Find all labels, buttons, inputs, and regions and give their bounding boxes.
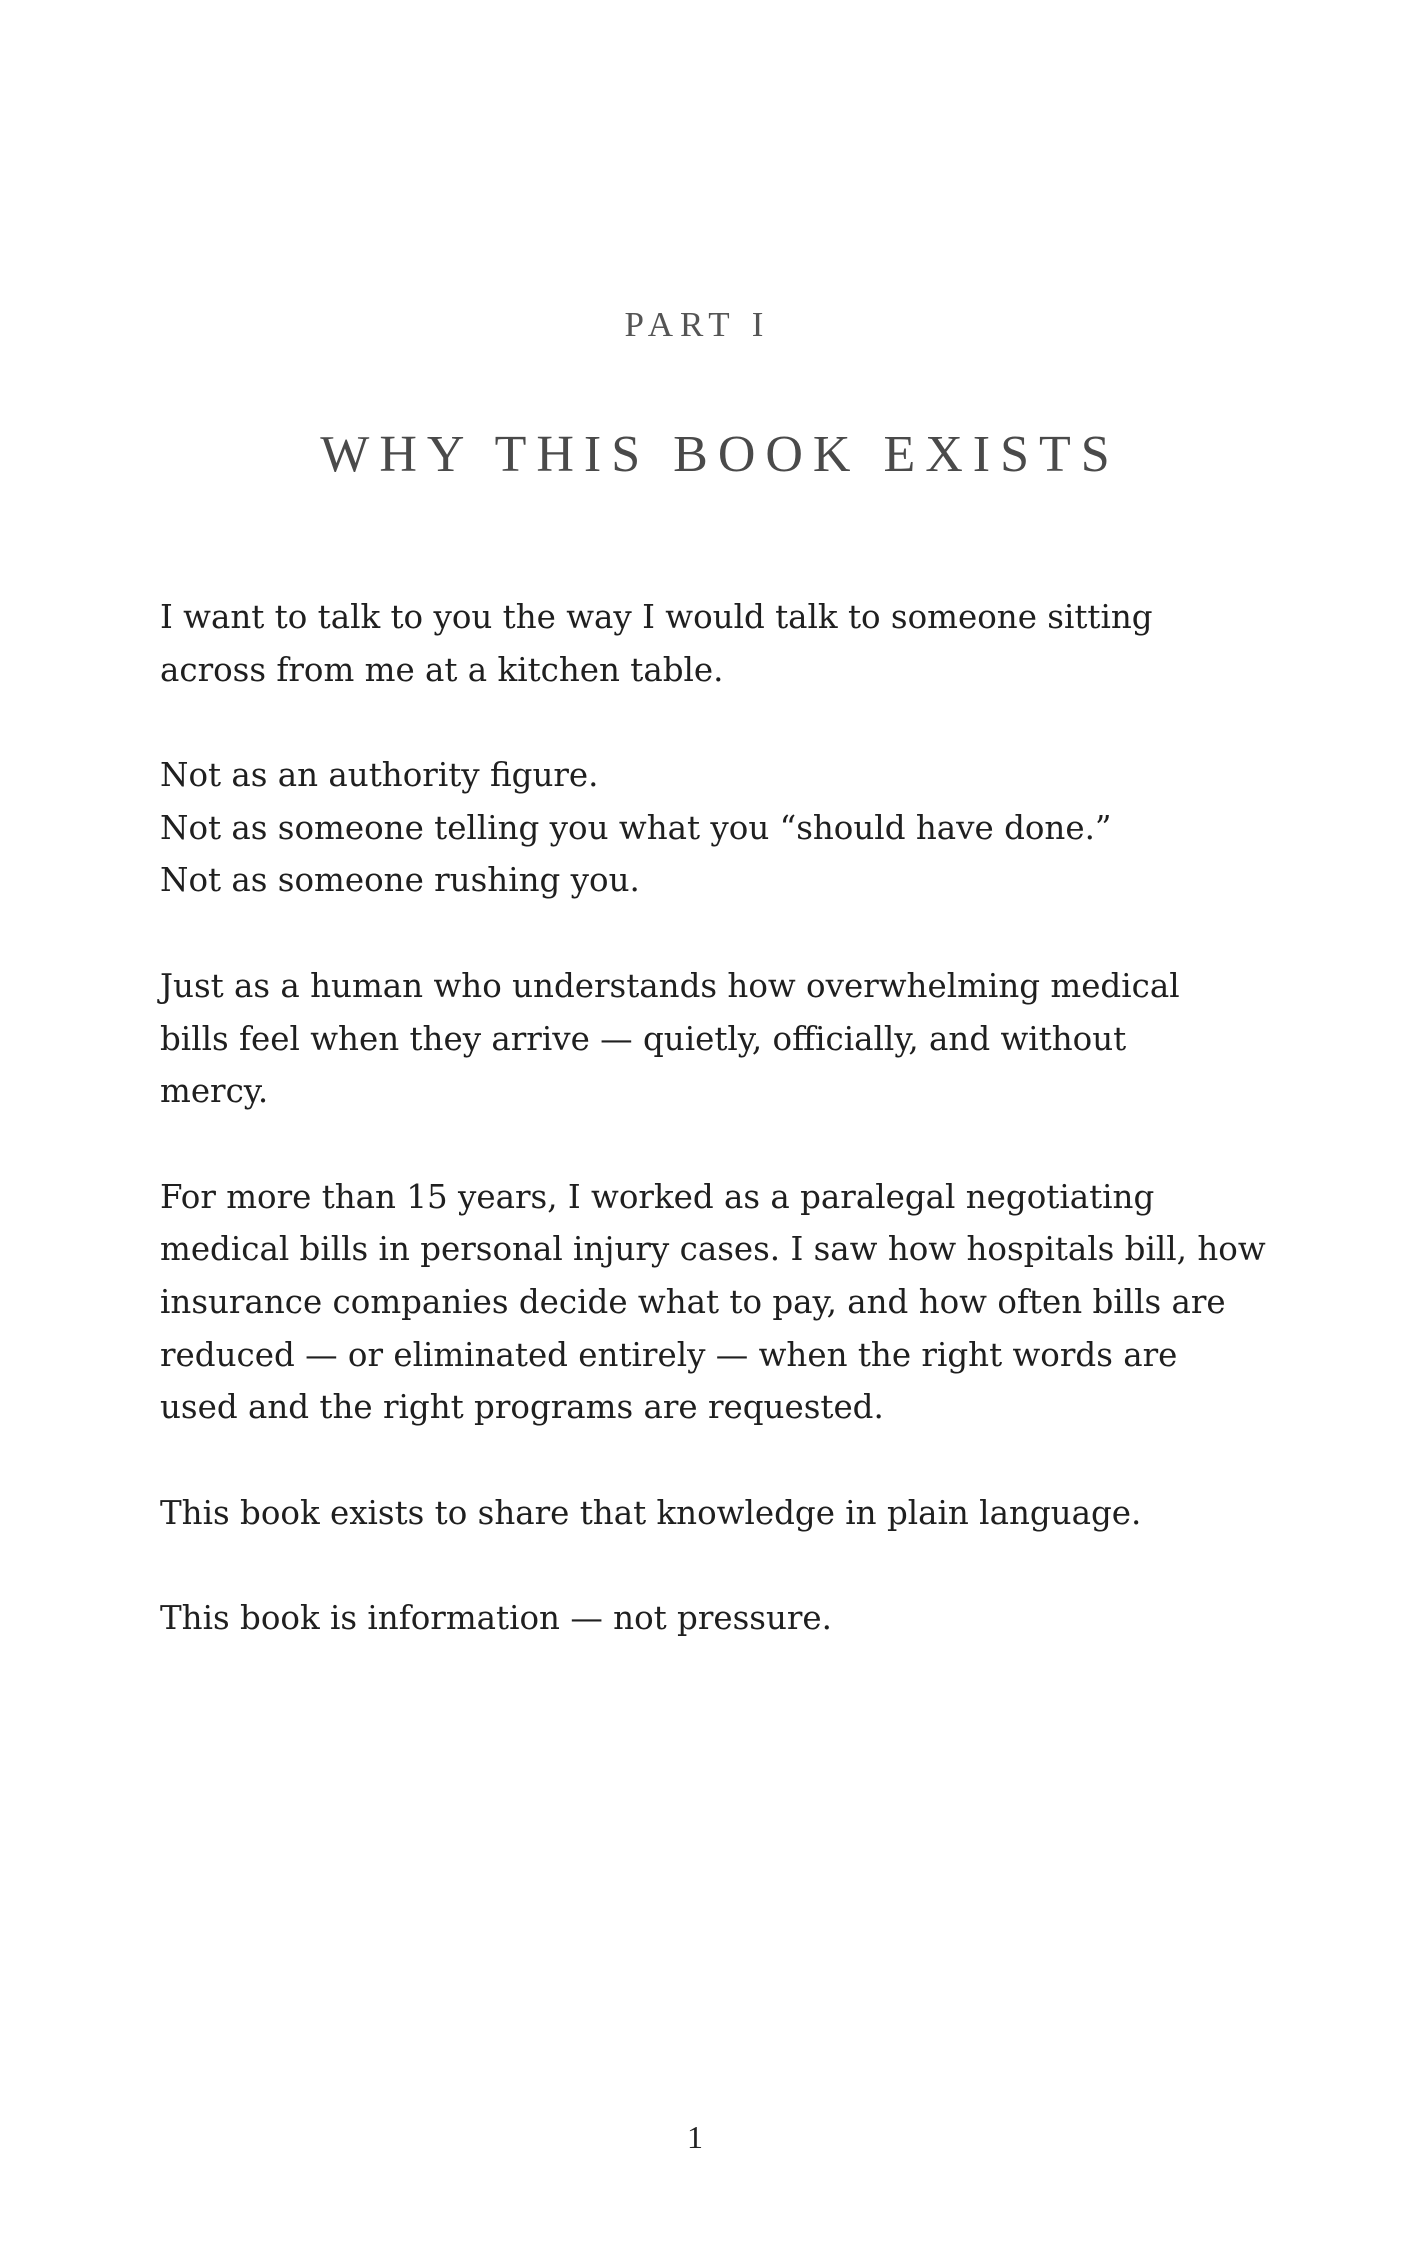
text-line: This book exists to share that knowledge in plain language. (160, 1493, 1142, 1532)
paragraph (160, 960, 1380, 1118)
paragraph (160, 591, 1380, 696)
page-number: 1 (687, 2119, 703, 2155)
paragraph (160, 1592, 1380, 1645)
text-line: mercy. (160, 1072, 269, 1111)
text-line: across from me at a kitchen table. (160, 650, 724, 689)
text-line: bills feel when they arrive — quietly, officially, and without (160, 1019, 1127, 1058)
text-line: Not as someone rushing you. (160, 861, 640, 900)
text-line: Just as a human who understands how overwhelming medical (160, 966, 1180, 1005)
text-line: used and the right programs are requested. (160, 1388, 884, 1427)
text-line: For more than 15 years, I worked as a paralegal negotiating (160, 1177, 1155, 1216)
paragraph (160, 1171, 1380, 1434)
body-text (160, 591, 1380, 1698)
part-label: PART I (624, 305, 771, 344)
text-line: I want to talk to you the way I would talk to someone sitting (160, 598, 1153, 636)
text-line: This book is information — not pressure. (160, 1599, 832, 1638)
paragraph (160, 749, 1380, 907)
text-line: reduced — or eliminated entirely — when the right words are (160, 1335, 1178, 1374)
paragraph (160, 1487, 1380, 1540)
text-line: insurance companies decide what to pay, and how often bills are (160, 1282, 1226, 1321)
chapter-title: WHY THIS BOOK EXISTS (320, 426, 1120, 483)
text-line: medical bills in personal injury cases. I saw how hospitals bill, how (160, 1230, 1266, 1269)
text-line: Not as someone telling you what you “should have done.” (160, 808, 1112, 847)
text-line: Not as an authority figure. (160, 756, 599, 795)
